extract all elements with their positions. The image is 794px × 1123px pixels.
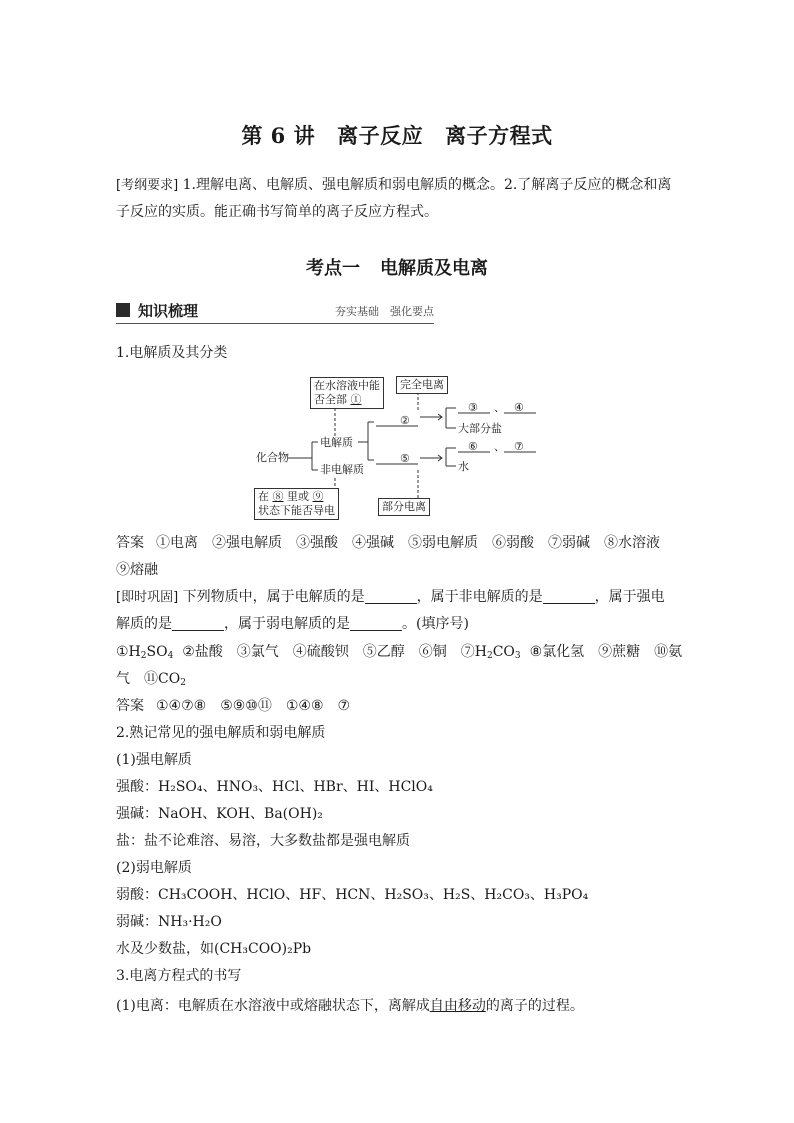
- items-2-to-7: ②盐酸 ③氯气 ④硫酸钡 ⑤乙醇 ⑥铜 ⑦H: [182, 644, 487, 660]
- strong-electrolyte-heading: (1)强电解质: [116, 752, 192, 768]
- blank-5: ⑤: [400, 452, 410, 465]
- practice-items-line1: [116, 642, 682, 662]
- practice-items-line2: [116, 669, 186, 689]
- answer-blank-1[interactable]: [365, 589, 417, 604]
- lecture-topic-2: 离子方程式: [445, 123, 553, 148]
- blank-9: ⑨: [312, 490, 324, 503]
- weak-acid-line: [116, 885, 588, 905]
- section-subtitle: 夯实基础 强化要点: [335, 305, 434, 318]
- blank-4: ④: [514, 401, 524, 414]
- definition-part-a: (1)电离：电解质在水溶液中或熔融状态下，离解成: [116, 998, 430, 1014]
- sub-2a: 2: [140, 651, 147, 661]
- section-name: 知识梳理: [138, 302, 199, 320]
- lecture-number: 第 6 讲: [241, 123, 316, 148]
- complete-ionization-box: 完全电离: [396, 376, 448, 394]
- practice-q-d: 解质的是: [116, 616, 172, 632]
- sub-2b: 2: [486, 651, 493, 661]
- salt-text: 盐不论难溶、易溶，大多数盐都是强电解质: [144, 833, 410, 849]
- answer1-line2: ⑨熔融: [116, 562, 158, 578]
- item-1-so: SO: [146, 644, 168, 660]
- partial-ionization-box: 部分电离: [378, 498, 430, 516]
- conductivity-criterion-box: [254, 488, 339, 520]
- practice-line1: [116, 587, 665, 608]
- practice-q-e: ，属于弱电解质的是: [224, 616, 350, 632]
- lecture-title: [0, 120, 794, 150]
- definition-part-b: 的离子的过程。: [485, 998, 584, 1014]
- item-1-h: ①H: [116, 644, 141, 660]
- strong-acid-label: 强酸：: [116, 779, 158, 795]
- cond-text-b: 里或: [287, 490, 309, 503]
- sub-4: 4: [167, 651, 174, 661]
- items-8-to-10: ⑧氯化氢 ⑨蔗糖 ⑩氨: [529, 644, 683, 660]
- answer1-line1: [116, 533, 660, 553]
- answer2-label: 答案: [116, 698, 144, 714]
- strong-base-line: [116, 804, 323, 824]
- water-salt-line: 水及少数盐，如(CH₃COO)₂Pb: [116, 941, 312, 957]
- section-square-icon: [116, 303, 130, 317]
- strong-acid-line: [116, 777, 433, 797]
- item2-heading: 2.熟记常见的强电解质和弱电解质: [116, 725, 326, 741]
- item-7-co: CO: [492, 644, 515, 660]
- weak-base-list: NH₃·H₂O: [158, 914, 222, 930]
- weak-acid-label: 弱酸：: [116, 887, 158, 903]
- answer2-line: [116, 696, 350, 716]
- answer1-label: 答案: [116, 535, 144, 551]
- item1-heading: 1.电解质及其分类: [116, 345, 228, 361]
- conductivity-line2: 状态下能否导电: [258, 504, 335, 517]
- electrolyte-label: 电解质: [320, 436, 353, 449]
- weak-electrolyte-heading: (2)弱电解质: [116, 860, 192, 876]
- item3-heading: 3.电离方程式的书写: [116, 968, 242, 984]
- syllabus-label: [考纲要求]: [116, 178, 179, 193]
- separator: 、: [494, 401, 505, 414]
- ionization-criterion-box: [310, 377, 384, 409]
- item-11: 气 ⑪CO: [116, 671, 181, 687]
- definition-underlined: 自由移动: [429, 998, 486, 1014]
- answer-blank-2[interactable]: [543, 589, 595, 604]
- practice-q-c: ，属于强电: [594, 589, 665, 605]
- separator: 、: [494, 440, 505, 453]
- exam-point-topic: 电解质及电离: [380, 258, 488, 279]
- blank-1: ①: [350, 393, 362, 406]
- sub-2c: 2: [180, 678, 186, 688]
- weak-acid-list: CH₃COOH、HClO、HF、HCN、H₂SO₃、H₂S、H₂CO₃、H₃PO₄: [158, 887, 589, 903]
- blank-3: ③: [468, 401, 478, 414]
- cond-text-a: 在: [258, 490, 269, 503]
- exam-point-title: [0, 254, 794, 280]
- strong-acid-list: H₂SO₄、HNO₃、HCl、HBr、HI、HClO₄: [158, 779, 433, 795]
- exam-point-number: 考点一: [306, 258, 360, 279]
- strong-base-list: NaOH、KOH、Ba(OH)₂: [158, 806, 323, 822]
- weak-base-line: [116, 912, 222, 932]
- conductivity-line1: [258, 490, 335, 504]
- compound-label: 化合物: [256, 451, 289, 464]
- section-divider: [116, 323, 434, 324]
- practice-q-b: ，属于非电解质的是: [416, 589, 543, 605]
- strong-base-label: 强碱：: [116, 806, 158, 822]
- answer1-text: ①电离 ②强电解质 ③强酸 ④强碱 ⑤弱电解质 ⑥弱酸 ⑦弱碱 ⑧水溶液: [156, 535, 660, 551]
- weak-base-label: 弱碱：: [116, 914, 158, 930]
- criterion-line1: 在水溶液中能: [314, 379, 380, 392]
- blank-7: ⑦: [514, 440, 524, 453]
- most-salts-label: 大部分盐: [458, 422, 502, 435]
- syllabus-requirements: [116, 172, 682, 226]
- practice-q-f: 。(填序号): [402, 616, 469, 632]
- blank-2: ②: [400, 414, 410, 427]
- criterion-line2-text: 否全部: [314, 393, 347, 406]
- practice-line2: [116, 614, 469, 634]
- answer2-text: ①④⑦⑧ ⑤⑨⑩⑪ ①④⑧ ⑦: [156, 698, 351, 714]
- electrolyte-classification-diagram: [250, 370, 550, 520]
- sub-3: 3: [514, 651, 521, 661]
- answer-blank-4[interactable]: [350, 616, 402, 631]
- water-label: 水: [458, 460, 469, 473]
- ionization-definition: [116, 996, 584, 1016]
- practice-label: [即时巩固]: [116, 590, 179, 605]
- blank-8: ⑧: [272, 490, 284, 503]
- salt-label: 盐：: [116, 833, 144, 849]
- syllabus-text: 1.理解电离、电解质、强电解质和弱电解质的概念。2.了解离子反应的概念和离子反应的实质。能正确书写简单的离子反应方程式。: [116, 177, 672, 220]
- salt-line: [116, 831, 410, 851]
- criterion-line2: [314, 393, 380, 407]
- practice-q-a: 下列物质中，属于电解质的是: [182, 589, 365, 605]
- knowledge-section-bar: [116, 298, 434, 324]
- blank-6: ⑥: [468, 440, 478, 453]
- answer-blank-3[interactable]: [172, 616, 224, 631]
- non-electrolyte-label: 非电解质: [320, 463, 364, 476]
- lecture-topic-1: 离子反应: [337, 123, 424, 148]
